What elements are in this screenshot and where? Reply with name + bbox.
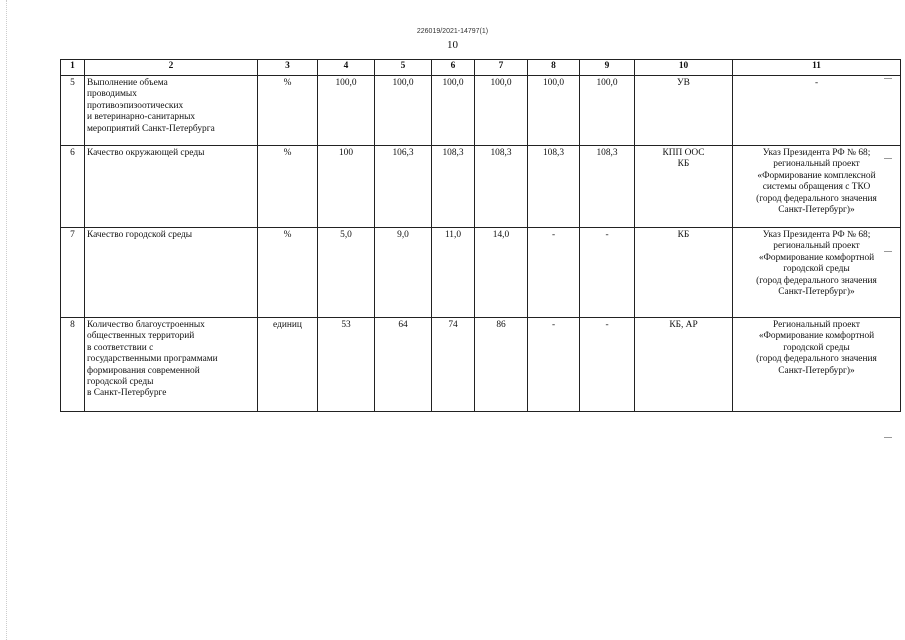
indicator-name: Количество благоустроенных общественных территорий в соответствии с государственными программами формирования современной городской среды в Санкт-Петербурге	[85, 318, 258, 412]
value: 108,3	[528, 146, 580, 228]
value: 14,0	[475, 228, 528, 318]
scan-mark	[884, 251, 892, 252]
column-header: 7	[475, 60, 528, 76]
unit: %	[258, 146, 318, 228]
legal-basis: Региональный проект «Формирование комфортной городской среды (город федерального значения Санкт-Петербург)»	[733, 318, 901, 412]
value: 108,3	[475, 146, 528, 228]
column-header: 1	[61, 60, 85, 76]
value: 108,3	[432, 146, 475, 228]
scan-mark	[884, 158, 892, 159]
value: 53	[318, 318, 375, 412]
column-header: 9	[580, 60, 635, 76]
value: 100,0	[475, 76, 528, 146]
row-number: 5	[61, 76, 85, 146]
column-header: 5	[375, 60, 432, 76]
value: 100	[318, 146, 375, 228]
value: 100,0	[318, 76, 375, 146]
row-number: 6	[61, 146, 85, 228]
value: -	[528, 318, 580, 412]
value: 64	[375, 318, 432, 412]
value: -	[580, 228, 635, 318]
column-header: 4	[318, 60, 375, 76]
value: 100,0	[432, 76, 475, 146]
table-row	[61, 228, 901, 318]
unit: единиц	[258, 318, 318, 412]
data-source: КБ, АР	[635, 318, 733, 412]
indicator-name: Выполнение объема проводимых противоэпизоотических и ветеринарно-санитарных мероприятий Санкт-Петербурга	[85, 76, 258, 146]
data-source: КПП ООС КБ	[635, 146, 733, 228]
table-row	[61, 76, 901, 146]
value: 106,3	[375, 146, 432, 228]
value: 86	[475, 318, 528, 412]
indicator-name: Качество окружающей среды	[85, 146, 258, 228]
scan-mark	[884, 437, 892, 438]
column-header: 8	[528, 60, 580, 76]
scan-margin-mark	[6, 0, 9, 640]
indicator-name: Качество городской среды	[85, 228, 258, 318]
value: 100,0	[580, 76, 635, 146]
value: 100,0	[528, 76, 580, 146]
unit: %	[258, 76, 318, 146]
table-row	[61, 318, 901, 412]
data-source: КБ	[635, 228, 733, 318]
column-header: 10	[635, 60, 733, 76]
column-header: 2	[85, 60, 258, 76]
legal-basis: Указ Президента РФ № 68; региональный проект «Формирование комплексной системы обращения с ТКО (город федерального значения Санкт-Петербург)»	[733, 146, 901, 228]
row-number: 7	[61, 228, 85, 318]
row-number: 8	[61, 318, 85, 412]
value: 108,3	[580, 146, 635, 228]
scan-mark	[884, 78, 892, 79]
value: 5,0	[318, 228, 375, 318]
indicators-table	[60, 59, 901, 412]
column-header: 3	[258, 60, 318, 76]
table-row	[61, 146, 901, 228]
value: 9,0	[375, 228, 432, 318]
page-number: 10	[447, 39, 458, 51]
value: 74	[432, 318, 475, 412]
document-code: 226019/2021-14797(1)	[416, 28, 489, 35]
column-header: 6	[432, 60, 475, 76]
column-numbers-row	[61, 60, 901, 76]
value: 100,0	[375, 76, 432, 146]
value: 11,0	[432, 228, 475, 318]
value: -	[580, 318, 635, 412]
column-header: 11	[733, 60, 901, 76]
legal-basis: -	[733, 76, 901, 146]
data-source: УВ	[635, 76, 733, 146]
legal-basis: Указ Президента РФ № 68; региональный проект «Формирование комфортной городской среды (город федерального значения Санкт-Петербург)»	[733, 228, 901, 318]
value: -	[528, 228, 580, 318]
unit: %	[258, 228, 318, 318]
